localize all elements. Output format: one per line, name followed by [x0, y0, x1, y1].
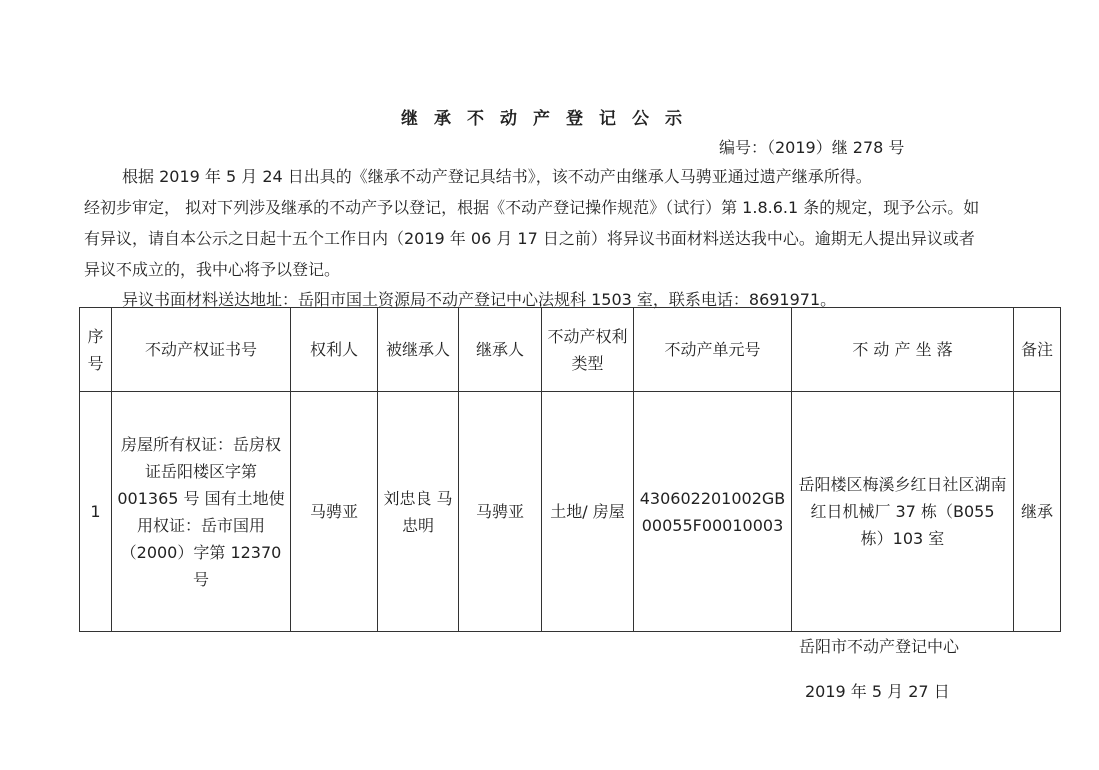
- header-decedent: 被继承人: [378, 308, 459, 392]
- header-seq: 序号: [80, 308, 112, 392]
- cell-location: 岳阳楼区梅溪乡红日社区湖南红日机械厂 37 栋（B055 栋）103 室: [792, 392, 1014, 632]
- table-row: [80, 392, 1061, 632]
- cell-heir: 马骋亚: [459, 392, 542, 632]
- header-right-type: 不动产权利类型: [542, 308, 634, 392]
- header-remark: 备注: [1014, 308, 1061, 392]
- cell-decedent: 刘忠良 马忠明: [378, 392, 459, 632]
- cell-right-type: 土地/ 房屋: [542, 392, 634, 632]
- header-heir: 继承人: [459, 308, 542, 392]
- header-location: 不 动 产 坐 落: [792, 308, 1014, 392]
- issuing-organization: 岳阳市不动产登记中心: [799, 637, 960, 656]
- cell-remark: 继承: [1014, 392, 1061, 632]
- registration-table: [79, 307, 1061, 632]
- issue-date: 2019 年 5 月 27 日: [805, 682, 950, 701]
- document-number: 编号：（2019）继 278 号: [719, 138, 905, 157]
- cell-seq: 1: [80, 392, 112, 632]
- header-cert: 不动产权证书号: [112, 308, 291, 392]
- paragraph-address: 异议书面材料送达地址：岳阳市国土资源局不动产登记中心法规科 1503 室，联系电话：8691971。: [122, 290, 837, 309]
- notice-title: 继承不动产登记公示: [401, 109, 698, 129]
- header-unit-no: 不动产单元号: [634, 308, 792, 392]
- paragraph-review: 经初步审定， 拟对下列涉及继承的不动产予以登记，根据《不动产登记操作规范》（试行）第 1.8.6.1 条的规定，现予公示。如有异议，请自本公示之日起十五个工作日内（2019 年 06 月 17 日之前）将异议书面材料送达我中心。逾期无人提出异议或者异议不成立的，我中心将予以登记。: [84, 198, 980, 279]
- header-holder: 权利人: [291, 308, 378, 392]
- cell-holder: 马骋亚: [291, 392, 378, 632]
- table-header-row: [80, 308, 1061, 392]
- paragraph-basis: 根据 2019 年 5 月 24 日出具的《继承不动产登记具结书》，该不动产由继承人马骋亚通过遗产继承所得。: [122, 167, 872, 186]
- cell-cert: 房屋所有权证：岳房权证岳阳楼区字第 001365 号 国有土地使用权证：岳市国用（2000）字第 12370 号: [112, 392, 291, 632]
- cell-unit-no: 430602201002GB00055F00010003: [634, 392, 792, 632]
